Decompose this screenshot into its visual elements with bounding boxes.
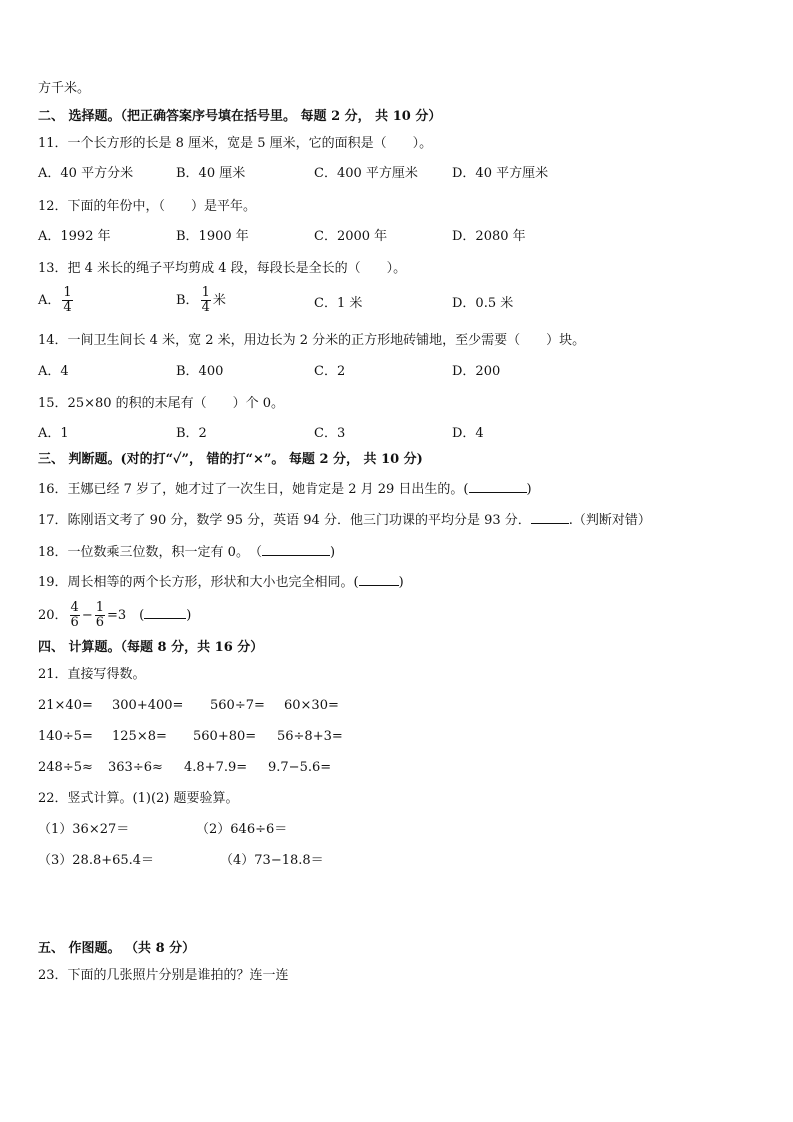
q14-option-d: D．200 [452, 364, 501, 379]
q20-equals: =3 ( [107, 608, 145, 623]
q22-item-4: （4）73−18.8＝ [220, 853, 324, 868]
q17-text: 17．陈刚语文考了 90 分，数学 95 分，英语 94 分．他三门功课的平均分是 93 分． [38, 513, 531, 528]
q19-text: 19．周长相等的两个长方形，形状和大小也完全相同。( [38, 575, 359, 590]
q15-option-a: A．1 [38, 426, 69, 441]
q19-answer-blank[interactable] [359, 571, 399, 586]
q13-stem: 13．把 4 米长的绳子平均剪成 4 段，每段长是全长的（ ）。 [38, 261, 407, 276]
q11-option-a: A．40 平方分米 [38, 166, 134, 181]
q19-close: ) [398, 575, 404, 590]
section-2-title: 二、 选择题。（把正确答案序号填在括号里。 每题 2 分， 共 10 分） [38, 109, 442, 124]
q12-option-c: C．2000 年 [314, 229, 388, 244]
calc-r1-c4: 60×30= [284, 698, 339, 713]
q21-stem: 21．直接写得数。 [38, 667, 146, 682]
q16-answer-blank[interactable] [469, 478, 527, 493]
q19 [38, 571, 404, 592]
q12-option-d: D．2080 年 [452, 229, 526, 244]
q18-answer-blank[interactable] [262, 541, 330, 556]
q13-option-a [38, 286, 75, 315]
calc-r2-c3: 560+80= [193, 729, 257, 744]
q22-item-3: （3）28.8+65.4＝ [38, 853, 155, 868]
q20-minus: − [81, 608, 93, 623]
q22-item-1: （1）36×27＝ [38, 822, 130, 837]
q13-option-b-label: B． [176, 293, 199, 308]
calc-r3-c1: 248÷5≈ [38, 760, 93, 775]
q15-option-d: D．4 [452, 426, 484, 441]
q13-option-b-unit: 米 [212, 293, 226, 308]
q22-stem: 22．竖式计算。(1)(2) 题要验算。 [38, 791, 239, 806]
calc-r3-c2: 363÷6≈ [108, 760, 163, 775]
q17 [38, 509, 651, 530]
q14-option-a: A．4 [38, 364, 69, 379]
q22-item-2: （2）646÷6＝ [196, 822, 288, 837]
calc-r1-c3: 560÷7= [210, 698, 265, 713]
q11-option-c: C．400 平方厘米 [314, 166, 418, 181]
q20-close: ) [186, 608, 192, 623]
q18-text: 18．一位数乘三位数，积一定有 0。 （ [38, 545, 262, 560]
q14-option-b: B．400 [176, 364, 224, 379]
q20-fraction-1: $\frac{4}{6}$ [70, 600, 79, 630]
q20-label: 20． [38, 608, 68, 623]
q13-option-a-fraction: $\frac{1}{4}$ [63, 285, 72, 315]
q16-text: 16．王娜已经 7 岁了，她才过了一次生日，她肯定是 2 月 29 日出生的。( [38, 482, 469, 497]
calc-r2-c2: 125×8= [112, 729, 167, 744]
q13-option-b [176, 286, 226, 315]
q12-option-b: B．1900 年 [176, 229, 249, 244]
q20 [38, 601, 191, 630]
calc-r1-c1: 21×40= [38, 698, 93, 713]
q23-stem: 23．下面的几张照片分别是谁拍的？连一连 [38, 968, 289, 983]
section-3-title: 三、 判断题。(对的打“✓”， 错的打“×”。 每题 2 分， 共 10 分) [38, 452, 423, 467]
q13-option-c: C．1 米 [314, 296, 363, 311]
top-fragment: 方千米。 [38, 81, 91, 96]
calc-r1-c2: 300+400= [112, 698, 184, 713]
q15-stem: 15．25×80 的积的末尾有（ ）个 0。 [38, 396, 285, 411]
q14-stem: 14．一间卫生间长 4 米，宽 2 米，用边长为 2 分米的正方形地砖铺地，至少需要（ ）块。 [38, 333, 586, 348]
calc-r2-c4: 56÷8+3= [277, 729, 343, 744]
q11-option-b: B．40 厘米 [176, 166, 246, 181]
q11-stem: 11．一个长方形的长是 8 厘米，宽是 5 厘米，它的面积是（ ）。 [38, 136, 433, 151]
q17-answer-blank[interactable] [531, 509, 569, 524]
q15-option-c: C．3 [314, 426, 346, 441]
q17-suffix: .（判断对错） [568, 513, 651, 528]
section-5-title: 五、 作图题。 （共 8 分） [38, 941, 196, 956]
q12-stem: 12．下面的年份中，（ ）是平年。 [38, 199, 257, 214]
q14-option-c: C．2 [314, 364, 346, 379]
q18 [38, 541, 335, 562]
q20-fraction-2: $\frac{1}{6}$ [95, 600, 105, 630]
q18-close: ) [329, 545, 336, 560]
section-4-title: 四、 计算题。（每题 8 分，共 16 分） [38, 640, 264, 655]
q13-option-a-label: A． [38, 293, 61, 308]
calc-r3-c4: 9.7−5.6= [268, 760, 332, 775]
q15-option-b: B．2 [176, 426, 207, 441]
q13-option-b-fraction: $\frac{1}{4}$ [201, 285, 210, 315]
calc-r2-c1: 140÷5= [38, 729, 93, 744]
q16 [38, 478, 532, 499]
q20-answer-blank[interactable] [144, 604, 186, 619]
calc-r3-c3: 4.8+7.9= [184, 760, 248, 775]
q11-option-d: D．40 平方厘米 [452, 166, 549, 181]
q16-close: ) [526, 482, 532, 497]
q12-option-a: A．1992 年 [38, 229, 111, 244]
q13-option-d: D．0.5 米 [452, 296, 514, 311]
